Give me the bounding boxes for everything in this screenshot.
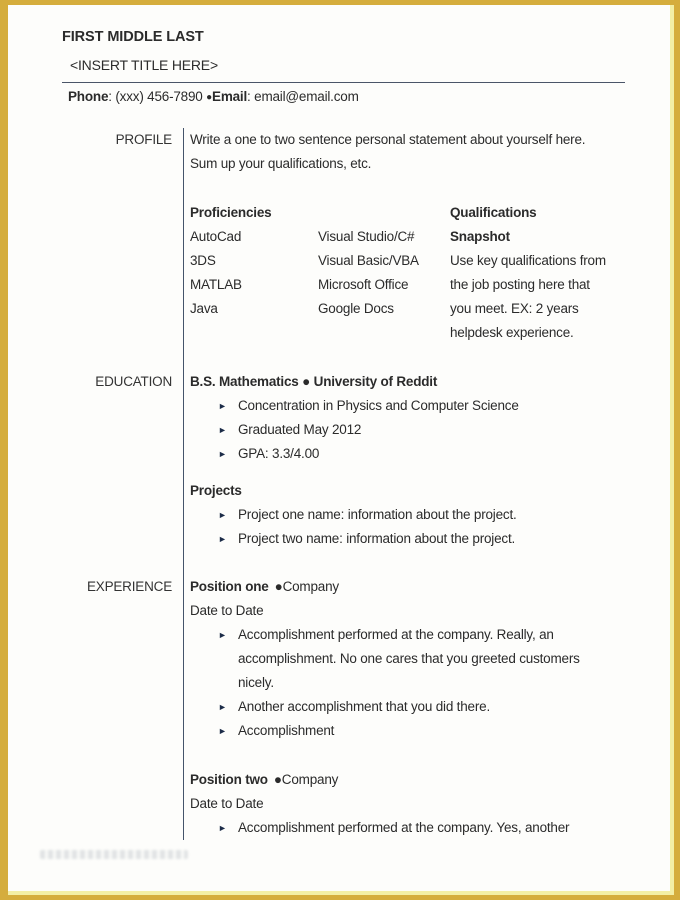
proficiency-item: 3DS	[190, 253, 216, 268]
bullet-arrow-icon: ►	[218, 449, 227, 459]
section-profile	[62, 128, 627, 370]
snapshot-title: Snapshot	[450, 229, 510, 244]
section-experience	[62, 575, 627, 840]
projects-bullets	[190, 503, 627, 551]
bullet-arrow-icon: ►	[218, 823, 227, 833]
proficiency-item: Google Docs	[318, 301, 394, 316]
email-value: : email@email.com	[247, 89, 359, 104]
bullet-text: Another accomplishment that you did there.	[238, 699, 490, 714]
bullet-text: Graduated May 2012	[238, 422, 362, 437]
experience-label: EXPERIENCE	[86, 579, 172, 594]
profile-label: PROFILE	[115, 132, 172, 147]
email-label: Email	[212, 89, 248, 104]
bullet-arrow-icon: ►	[218, 702, 227, 712]
section-education	[62, 370, 627, 575]
position-title-line	[190, 768, 627, 792]
bullet-text: Accomplishment	[238, 723, 335, 738]
bullet-arrow-icon: ►	[218, 726, 227, 736]
proficiency-item: Visual Basic/VBA	[318, 253, 419, 268]
list-item	[190, 442, 627, 466]
bullet-arrow-icon: ►	[218, 630, 227, 640]
list-item	[190, 418, 627, 442]
position-title: Position two	[190, 772, 268, 787]
dot-icon: ●	[206, 92, 213, 103]
experience-body	[183, 575, 627, 840]
bullet-arrow-icon: ►	[218, 534, 227, 544]
header-divider	[62, 82, 625, 83]
projects-title: Projects	[190, 483, 242, 498]
title-placeholder: <INSERT TITLE HERE>	[70, 57, 218, 73]
contact-line	[62, 85, 627, 110]
education-bullets	[190, 394, 627, 466]
bullet-arrow-icon: ►	[218, 401, 227, 411]
proficiency-item: Visual Studio/C#	[318, 229, 415, 244]
position-dates: Date to Date	[190, 603, 264, 618]
bullet-text: GPA: 3.3/4.00	[238, 446, 320, 461]
personal-statement: Write a one to two sentence personal statement about yourself here. Sum up your qualifications, etc.	[190, 132, 586, 171]
bullet-text: Project two name: information about the project.	[238, 531, 516, 546]
proficiency-item: AutoCad	[190, 229, 242, 244]
position-block	[190, 575, 627, 743]
list-item	[190, 623, 627, 695]
position-company: ●Company	[274, 579, 339, 594]
proficiency-item: Java	[190, 301, 218, 316]
proficiencies-grid	[190, 201, 627, 345]
list-item	[190, 816, 627, 840]
sections	[62, 128, 627, 840]
bullet-text: Accomplishment performed at the company. Really, an accomplishment. No one cares that you greeted customers nicely.	[238, 627, 580, 690]
qualifications-title: Qualifications	[450, 205, 537, 220]
bullet-arrow-icon: ►	[218, 425, 227, 435]
position-dates: Date to Date	[190, 796, 264, 811]
watermark-smudge	[40, 850, 188, 859]
proficiencies-column-1	[190, 201, 318, 345]
proficiencies-title: Proficiencies	[190, 205, 272, 220]
phone-label: Phone	[68, 89, 109, 104]
position-title: Position one	[190, 579, 269, 594]
phone-value: : (xxx) 456-7890	[108, 89, 207, 104]
position-bullets	[190, 816, 627, 840]
bullet-text: Accomplishment performed at the company. Yes, another	[238, 820, 570, 835]
proficiencies-column-2	[318, 201, 450, 345]
position-block	[190, 768, 627, 840]
bullet-text: Project one name: information about the project.	[238, 507, 517, 522]
list-item	[190, 695, 627, 719]
education-label: EDUCATION	[95, 374, 172, 389]
education-body	[183, 370, 627, 575]
full-name: FIRST MIDDLE LAST	[62, 29, 204, 45]
proficiency-item: Microsoft Office	[318, 277, 409, 292]
profile-body	[183, 128, 627, 370]
list-item	[190, 503, 627, 527]
list-item	[190, 719, 627, 743]
snapshot-text: Use key qualifications from the job posting here that you meet. EX: 2 years helpdesk experience.	[450, 253, 606, 340]
list-item	[190, 527, 627, 551]
position-title-line	[190, 575, 627, 599]
page-content	[8, 5, 674, 840]
bullet-arrow-icon: ►	[218, 510, 227, 520]
proficiency-item: MATLAB	[190, 277, 242, 292]
bullet-text: Concentration in Physics and Computer Science	[238, 398, 519, 413]
position-company: ●Company	[273, 772, 339, 787]
resume-header	[62, 25, 627, 110]
position-bullets	[190, 623, 627, 743]
degree-line: B.S. Mathematics ● University of Reddit	[190, 374, 438, 389]
list-item	[190, 394, 627, 418]
qualifications-column	[450, 201, 608, 345]
